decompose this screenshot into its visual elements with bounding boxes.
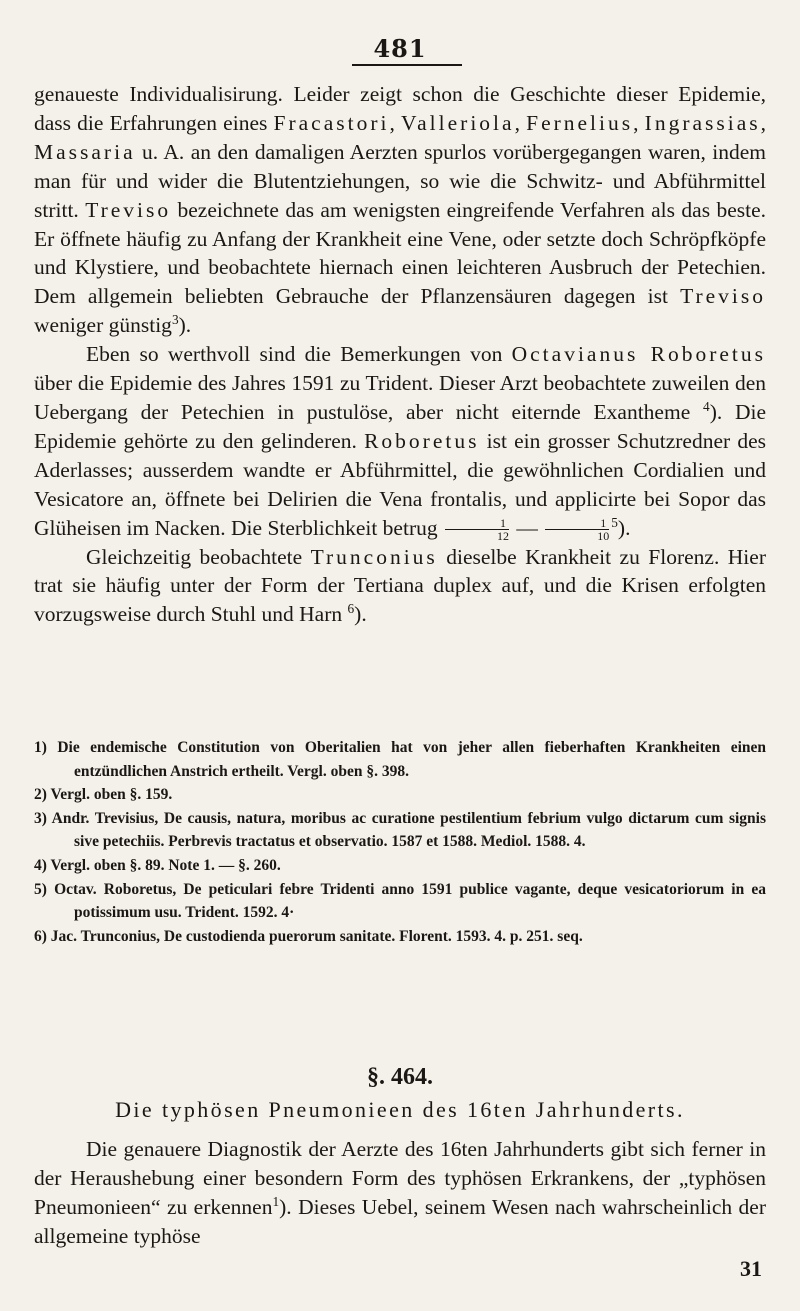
footnote-text: Vergl. oben §. 159. bbox=[50, 786, 173, 804]
text-run: ). bbox=[354, 602, 367, 627]
text-run: Die genauere Diagnostik der Aerzte des 16ten Jahrhunderts gibt sich ferner in der Heraushebung einer besondern Form des typhösen Erkrankens, der „typhösen Pneumonieen“ zu erkennen bbox=[34, 1137, 766, 1219]
text-run: , bbox=[514, 110, 520, 135]
fraction-numerator: 1 bbox=[445, 517, 509, 530]
footnote bbox=[34, 854, 766, 878]
text-run: u. A. an den damaligen Aerzten spurlos vorübergegangen waren, indem man für und wider die Blutentziehungen, so wie die Schwitz- und Abführmittel stritt. bbox=[34, 139, 766, 222]
author-name: Fracastori bbox=[273, 110, 390, 135]
footnote-text: Andr. Trevisius, De causis, natura, moribus ac curatione pestilentium febrium vulgo dictarum cum signis sive petechiis. Perbrevis tractatus et observatio. 1587 et 1588. Mediol. 1588. 4. bbox=[51, 809, 766, 851]
paragraph-3 bbox=[34, 543, 766, 630]
text-run: ist ein grosser Schutzredner des Aderlasses; ausserdem wandte er Abführmittel, die gewöhnlichen Cordialien und Vesicatore an, öffnete bei Delirien die Vena frontalis, und applicirte bei Sopor das Glüheisen im Nacken. Die Sterblichkeit betrug bbox=[34, 428, 766, 540]
footnote bbox=[34, 925, 766, 949]
footnote-text: Jac. Trunconius, De custodienda puerorum sanitate. Florent. 1593. 4. p. 251. seq. bbox=[50, 927, 583, 945]
author-name: Trunconius bbox=[310, 544, 438, 569]
fraction bbox=[545, 517, 609, 542]
header-rule bbox=[352, 64, 462, 66]
signature-mark: 31 bbox=[740, 1256, 762, 1281]
text-run: Epidemie, dass die Erfahrungen eines bbox=[34, 82, 767, 135]
page-number: 481 bbox=[373, 34, 427, 63]
footnote-text: Vergl. oben §. 89. Note 1. — §. 260. bbox=[50, 856, 281, 874]
footnote-number: 2) bbox=[34, 786, 47, 804]
author-name: Treviso bbox=[680, 284, 766, 309]
author-name: Fernelius bbox=[526, 110, 634, 135]
footnote-text: Octav. Roboretus, De peticulari febre Tridenti anno 1591 publice vagante, deque vesicatoriorum in ea potissimum usu. Trident. 1592. 4· bbox=[54, 880, 766, 922]
fraction-denominator: 10 bbox=[597, 529, 610, 544]
footnote bbox=[34, 878, 766, 925]
text-run: ). Die Epidemie gehörte zu den gelinderen. bbox=[34, 399, 767, 453]
footnote bbox=[34, 807, 766, 854]
text-run: dieselbe Krankheit zu Florenz. Hier trat sie häufig unter der Form der Tertiana duplex auf, und die Krisen erfolgten vorzugsweise durch Stuhl und Harn bbox=[34, 544, 766, 627]
footnote bbox=[34, 783, 766, 807]
text-run: ). Dieses Uebel, seinem Wesen nach wahrscheinlich der allgemeine typhöse bbox=[34, 1194, 767, 1248]
fraction-numerator: 1 bbox=[545, 517, 609, 530]
main-text bbox=[34, 80, 766, 629]
paragraph-4 bbox=[34, 1135, 766, 1251]
text-run: ). bbox=[617, 515, 631, 540]
author-name: Octavianus Roboretus bbox=[511, 342, 766, 367]
author-name: Roboretus bbox=[364, 428, 480, 453]
footnotes bbox=[34, 736, 766, 948]
text-run: Gleichzeitig beobachtete bbox=[86, 544, 311, 569]
footnote-ref: 1 bbox=[272, 1193, 280, 1209]
section-number: §. 464. bbox=[367, 1064, 433, 1090]
text-run: weniger günstig bbox=[34, 313, 172, 338]
footnote-ref: 5 bbox=[611, 514, 618, 530]
author-name: Ingrassias bbox=[644, 110, 761, 135]
text-run: ). bbox=[178, 313, 192, 338]
text-run: , bbox=[389, 110, 401, 135]
footnote-number: 4) bbox=[34, 856, 47, 874]
author-name: Valleriola bbox=[401, 110, 515, 135]
text-run: genaueste Individualisirung. Leider zeigt schon die Geschichte dieser bbox=[34, 82, 668, 106]
paragraph-1 bbox=[34, 80, 766, 340]
footnote-ref: 6 bbox=[347, 601, 355, 617]
footnote-number: 6) bbox=[34, 927, 47, 945]
footnote-number: 1) bbox=[34, 739, 47, 756]
section-heading: Die typhösen Pneumonieen des 16ten Jahrhunderts. bbox=[115, 1097, 685, 1122]
text-run: über die Epidemie des Jahres 1591 zu Trident. Dieser Arzt beobachtete zuweilen den Uebergang der Petechien in pustulöse, aber nicht eiternde Exantheme bbox=[34, 371, 766, 424]
text-run: , bbox=[633, 110, 645, 135]
author-name: Treviso bbox=[85, 197, 172, 222]
footnote-ref: 4 bbox=[703, 398, 710, 414]
text-run: Eben so werthvoll sind die Bemerkungen von bbox=[86, 342, 512, 367]
footnote-number: 3) bbox=[34, 809, 47, 827]
author-name: Massaria bbox=[34, 139, 136, 164]
text-run: bezeichnete das am wenigsten eingreifende Verfahren als das beste. Er öffnete häufig zu Anfang der Krankheit eine Vene, oder setzte doch Schröpfköpfe und Klystiere, und beobachtete hiernach einen leichteren Ausbruch der Petechien. Dem allgemein beliebten Gebrauche der Pflanzensäuren dagegen ist bbox=[34, 197, 767, 309]
footnote bbox=[34, 736, 766, 783]
paragraph-2 bbox=[34, 340, 766, 542]
footnote-ref: 3 bbox=[171, 312, 179, 328]
fraction bbox=[445, 517, 509, 542]
footnote-text: Die endemische Constitution von Oberitalien hat von jeher allen fieberhaften Krankheiten einen entzündlichen Anstrich ertheilt. Vergl. oben §. 398. bbox=[57, 739, 767, 780]
footnote-number: 5) bbox=[34, 880, 47, 898]
fraction-denominator: 12 bbox=[496, 529, 509, 544]
text-run: — bbox=[510, 515, 544, 540]
text-run: , bbox=[760, 110, 767, 135]
section-text bbox=[34, 1135, 766, 1251]
